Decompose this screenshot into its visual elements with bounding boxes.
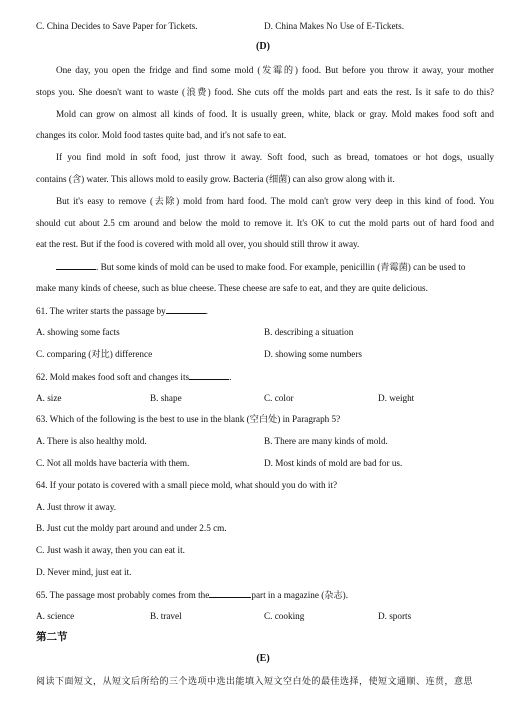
q64-option-c: C. Just wash it away, then you can eat it. xyxy=(36,545,185,555)
q65-option-a: A. science xyxy=(36,611,75,621)
passage-p3-line1: If you find mold in soft food, just throw it away. Soft food, such as bread, tomatoes or hot dogs, usually xyxy=(56,152,494,162)
question-62-text: 62. Mold makes food soft and changes its xyxy=(36,372,190,382)
question-61-stem xyxy=(36,304,494,317)
passage-p2-line2: changes its color. Mold food tastes quite bad, and it's not safe to eat. xyxy=(36,130,287,140)
question-65-stem xyxy=(36,588,494,601)
passage-p5-line1-text: . But some kinds of mold can be used to make food. For example, penicillin (青霉菌) can be used to xyxy=(96,262,466,272)
q63-option-c: C. Not all molds have bacteria with them. xyxy=(36,458,190,468)
q65-option-c: C. cooking xyxy=(264,611,305,621)
passage-p5-line1 xyxy=(56,260,494,273)
q64-option-a: A. Just throw it away. xyxy=(36,502,117,512)
q61-option-c: C. comparing (对比) difference xyxy=(36,349,153,359)
question-61-text: 61. The writer starts the passage by xyxy=(36,306,166,316)
question-64-stem: 64. If your potato is covered with a small piece mold, what should you do with it? xyxy=(36,480,338,490)
question-62-stem xyxy=(36,370,494,383)
passage-p1-line2: stops you. She doesn't want to waste (浪费) food. She cuts off the molds part and eats the rest. Is it safe to do this? xyxy=(36,87,494,97)
passage-p2-line1: Mold can grow on almost all kinds of food. It is usually green, white, black or gray. Mold makes food soft and xyxy=(56,109,494,119)
section-2-heading: 第二节 xyxy=(36,631,68,643)
q63-option-a: A. There is also healthy mold. xyxy=(36,436,147,446)
question-62-blank xyxy=(189,370,232,382)
question-61-blank xyxy=(166,304,206,314)
q65-option-d: D. sports xyxy=(378,611,412,621)
section-2-instruction: 阅读下面短文，从短文后所给的三个选项中选出能填入短文空白处的最佳选择，使短文通顺、连贯，意思 xyxy=(36,677,474,687)
passage-p1-line1: One day, you open the fridge and find some mold (发霉的) food. But before you throw it away, your mother xyxy=(56,65,494,75)
section-e-label: (E) xyxy=(256,653,270,664)
passage-p4-line3: eat the rest. But if the food is covered with mold all over, you should still throw it away. xyxy=(36,239,360,249)
q61-option-d: D. showing some numbers xyxy=(264,349,362,359)
passage-p5-line2: make many kinds of cheese, such as blue cheese. These cheese are safe to eat, and they are quite delicious. xyxy=(36,283,428,293)
q64-option-d: D. Never mind, just eat it. xyxy=(36,567,132,577)
passage-p4-line2: should cut about 2.5 cm around and below the mold to remove it. It's OK to cut the mold parts out of hard food and xyxy=(36,218,494,228)
q64-option-b: B. Just cut the moldy part around and under 2.5 cm. xyxy=(36,523,227,533)
question-61-end: . xyxy=(205,306,208,316)
q62-option-b: B. shape xyxy=(150,393,182,403)
q63-option-d: D. Most kinds of mold are bad for us. xyxy=(264,458,403,468)
passage-p4-line1: But it's easy to remove (去除) mold from hard food. The mold can't grow very deep in this kind of food. You xyxy=(56,196,494,206)
q62-option-d: D. weight xyxy=(378,393,415,403)
q62-option-c: C. color xyxy=(264,393,294,403)
passage-p3-line2: contains (含) water. This allows mold to easily grow. Bacteria (细菌) can also grow along with it. xyxy=(36,174,395,184)
prev-option-c: C. China Decides to Save Paper for Tickets. xyxy=(36,21,198,31)
question-63-stem: 63. Which of the following is the best to use in the blank (空白处) in Paragraph 5? xyxy=(36,414,341,424)
section-d-label: (D) xyxy=(256,41,270,52)
q61-option-a: A. showing some facts xyxy=(36,327,120,337)
answer-blank xyxy=(56,260,96,270)
prev-option-d: D. China Makes No Use of E-Tickets. xyxy=(264,21,405,31)
question-65-text: 65. The passage most probably comes from the xyxy=(36,590,210,600)
q63-option-b: B. There are many kinds of mold. xyxy=(264,436,388,446)
q62-option-a: A. size xyxy=(36,393,62,403)
q61-option-b: B. describing a situation xyxy=(264,327,354,337)
question-65-blank xyxy=(209,588,251,598)
question-65-end: part in a magazine (杂志). xyxy=(251,590,349,600)
q65-option-b: B. travel xyxy=(150,611,182,621)
question-62-end: . xyxy=(229,372,232,382)
